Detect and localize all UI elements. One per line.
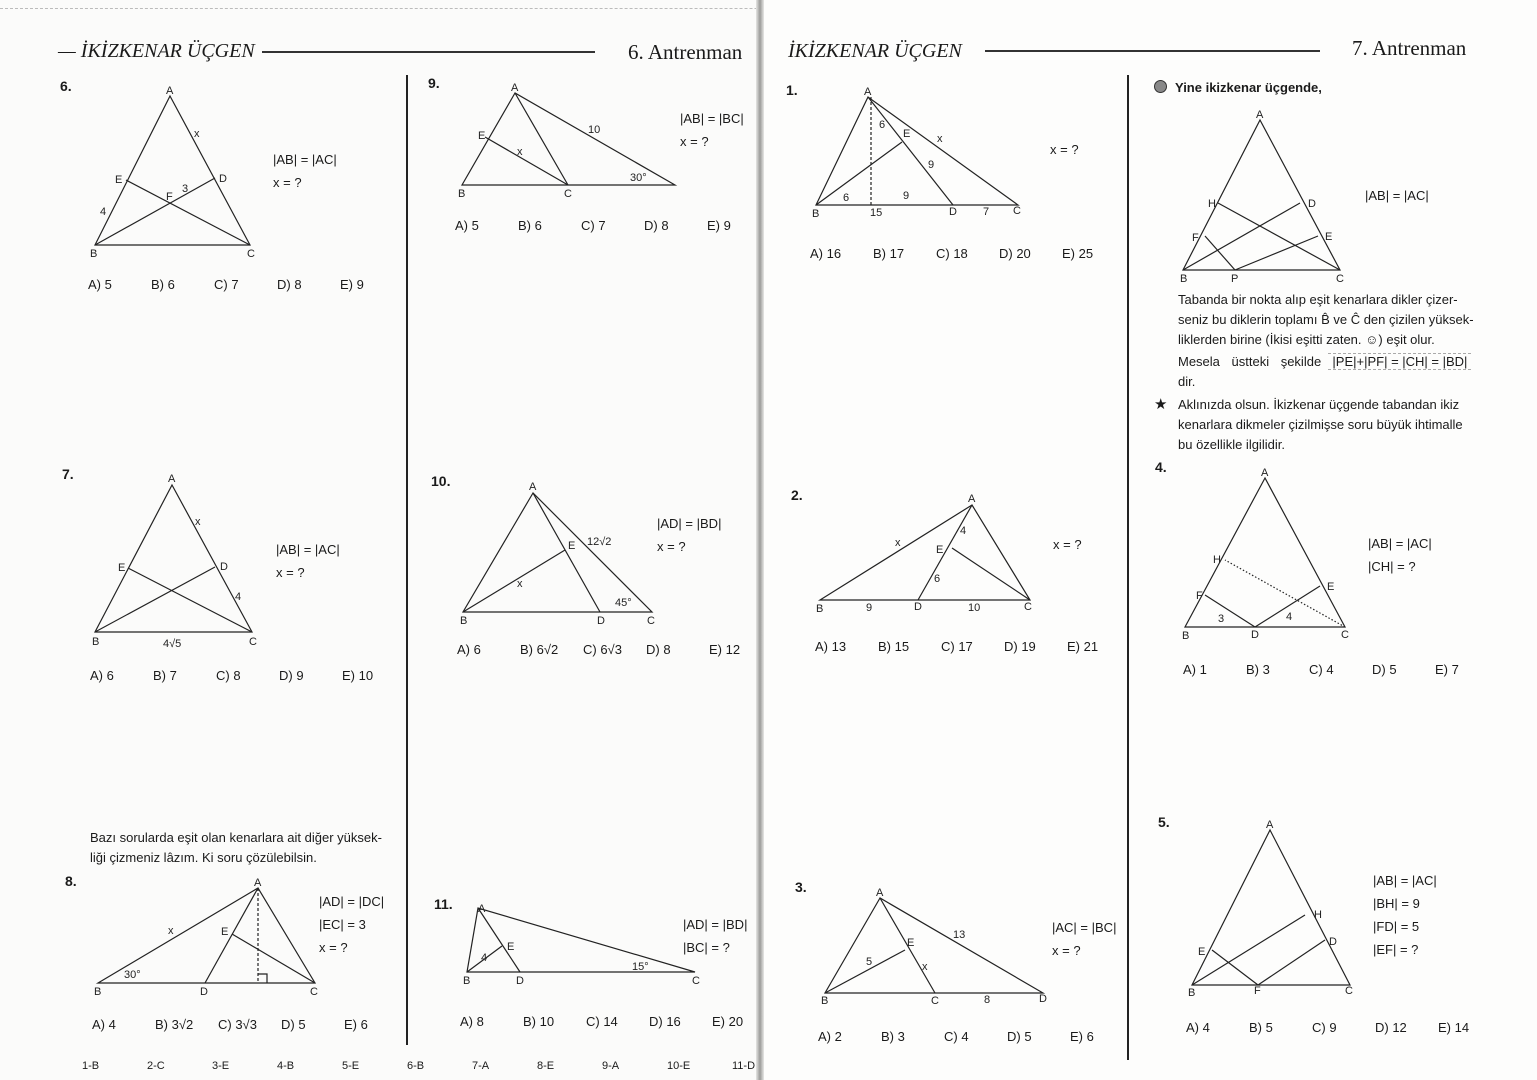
figure-label: B	[94, 986, 102, 998]
answer-choice: C) 8	[216, 668, 241, 683]
answer-choice: A) 6	[457, 642, 481, 657]
answer-choice: B) 17	[873, 246, 905, 261]
figure-label: 45°	[615, 597, 632, 609]
answer-choice: C) 3√3	[218, 1017, 257, 1032]
given-line: x = ?	[680, 134, 709, 149]
figure-label: 4	[481, 952, 488, 964]
figure-p9	[458, 82, 675, 200]
intro-given: |AB| = |AC|	[1365, 188, 1429, 203]
answer-key-item: 7-A	[472, 1060, 490, 1072]
answer-choice: E) 14	[1438, 1020, 1470, 1035]
answer-key-item: 1-B	[82, 1060, 100, 1072]
figure-label: B	[1180, 273, 1188, 285]
figure-label: 4	[235, 591, 242, 603]
figure-label: H	[1208, 198, 1216, 210]
answer-choice: D) 8	[644, 218, 669, 233]
answer-choice: C) 18	[936, 246, 968, 261]
answer-key-item: 8-E	[537, 1060, 555, 1072]
example-formula: |PE|+|PF| = |CH| = |BD|	[1328, 353, 1471, 370]
figure-label: 30°	[630, 172, 647, 184]
answer-choice: E) 6	[1070, 1029, 1094, 1044]
answer-choice: A) 16	[810, 246, 842, 261]
figure-label: E	[1325, 231, 1333, 243]
figure-label: B	[90, 248, 98, 260]
figure-label: E	[478, 130, 486, 142]
answer-choice: B) 10	[523, 1014, 555, 1029]
answer-choice: C) 17	[941, 639, 973, 654]
figure-label: D	[597, 615, 605, 627]
figure-label: A	[1266, 819, 1274, 831]
answer-choice: B) 6	[518, 218, 542, 233]
figure-label: C	[1341, 629, 1349, 641]
answer-key-item: 10-E	[667, 1060, 691, 1072]
figure-label: D	[200, 986, 208, 998]
figure-label: 3	[182, 183, 189, 195]
figure-label: 9	[866, 602, 873, 614]
figure-label: E	[936, 544, 944, 556]
left-header-title: — İKİZKENAR ÜÇGEN	[58, 40, 255, 62]
answer-choice: E) 10	[342, 668, 374, 683]
answer-choice: A) 5	[88, 277, 112, 292]
answer-choice: D) 19	[1004, 639, 1036, 654]
answer-choice: D) 20	[999, 246, 1031, 261]
figure-p8	[94, 877, 318, 998]
figure-label: 7	[983, 206, 990, 218]
para-line: seniz bu diklerin toplamı B̂ ve Ĉ den çizilen yüksek-	[1178, 312, 1474, 327]
figure-label: C	[931, 995, 939, 1007]
figure-label: 5	[866, 956, 873, 968]
right-header-title: İKİZKENAR ÜÇGEN	[788, 40, 962, 62]
problem-number: 2.	[791, 487, 803, 503]
figure-label: 9	[903, 190, 910, 202]
figure-label: E	[907, 937, 915, 949]
given-line: |AD| = |DC|	[319, 894, 385, 909]
given-line: |FD| = 5	[1373, 919, 1420, 934]
figure-label: A	[876, 887, 884, 899]
figure-label: x	[922, 961, 928, 973]
problem-number: 10.	[431, 473, 451, 489]
given-line: |EC| = 3	[319, 917, 366, 932]
answer-choice: D) 9	[279, 668, 304, 683]
problem-number: 4.	[1155, 459, 1167, 475]
figure-label: P	[1231, 273, 1239, 285]
answer-choice: B) 5	[1249, 1020, 1273, 1035]
figure-label: D	[949, 206, 957, 218]
answer-choice: D) 16	[649, 1014, 681, 1029]
given-line: |CH| = ?	[1368, 559, 1416, 574]
figure-label: D	[1308, 198, 1316, 210]
figure-label: E	[1198, 946, 1206, 958]
figure-label: C	[1024, 601, 1032, 613]
figure-p6	[90, 85, 255, 260]
figure-r5	[1188, 819, 1353, 999]
figure-label: D	[1039, 993, 1047, 1005]
figure-label: E	[118, 562, 126, 574]
answer-key-item: 11-D	[732, 1060, 756, 1072]
para-line: bu özellikle ilgilidir.	[1178, 437, 1285, 452]
figure-label: x	[937, 133, 943, 145]
answer-choice: C) 4	[944, 1029, 969, 1044]
figure-label: 15	[870, 207, 883, 219]
figure-label: 6	[879, 119, 886, 131]
figure-label: C	[564, 188, 572, 200]
answer-choice: E) 12	[709, 642, 741, 657]
figure-label: B	[458, 188, 466, 200]
given-line: x = ?	[1050, 142, 1079, 157]
answer-choice: E) 6	[344, 1017, 368, 1032]
figure-label: A	[1261, 467, 1269, 479]
figure-label: 4√5	[163, 638, 182, 650]
answer-choice: A) 13	[815, 639, 847, 654]
figure-label: C	[310, 986, 318, 998]
answer-choice: B) 6	[151, 277, 175, 292]
answer-choice: A) 1	[1183, 662, 1207, 677]
figure-label: D	[1329, 936, 1337, 948]
answer-choice: A) 4	[1186, 1020, 1210, 1035]
answer-choice: C) 9	[1312, 1020, 1337, 1035]
figure-label: E	[903, 128, 911, 140]
figure-r4	[1182, 467, 1349, 642]
answer-choice: D) 12	[1375, 1020, 1407, 1035]
figure-intro	[1180, 109, 1344, 285]
figure-label: C	[647, 615, 655, 627]
figure-label: 4	[1286, 611, 1293, 623]
figure-label: C	[249, 636, 257, 648]
figure-label: B	[1188, 987, 1196, 999]
figure-label: x	[168, 925, 174, 937]
answer-choice: E) 21	[1067, 639, 1099, 654]
figure-label: 4	[960, 525, 967, 537]
answer-choice: D) 5	[281, 1017, 306, 1032]
problem-number: 1.	[786, 82, 798, 98]
figure-label: B	[463, 975, 471, 987]
figure-label: B	[92, 636, 100, 648]
answer-choice: B) 3	[881, 1029, 905, 1044]
figure-label: H	[1213, 554, 1221, 566]
figure-label: A	[864, 86, 872, 98]
figure-label: 15°	[632, 961, 649, 973]
figure-label: F	[1196, 590, 1203, 602]
figure-label: 8	[984, 994, 991, 1006]
problem-number: 7.	[62, 466, 74, 482]
answer-choice: C) 14	[586, 1014, 618, 1029]
para-line: Tabanda bir nokta alıp eşit kenarlara dikler çizer-	[1178, 292, 1458, 307]
problem-number: 8.	[65, 873, 77, 889]
given-line: x = ?	[657, 539, 686, 554]
figure-label: D	[1251, 629, 1259, 641]
figure-label: A	[166, 85, 174, 97]
intro-text: Yine ikizkenar üçgende,	[1175, 80, 1322, 95]
figure-label: C	[1013, 205, 1021, 217]
answer-choice: B) 7	[153, 668, 177, 683]
figure-label: H	[1314, 909, 1322, 921]
figure-label: F	[166, 191, 173, 203]
problem-number: 3.	[795, 879, 807, 895]
figure-label: 13	[953, 929, 966, 941]
answer-choice: E) 20	[712, 1014, 744, 1029]
given-line: |AB| = |BC|	[680, 111, 744, 126]
answer-choice: A) 5	[455, 218, 479, 233]
note-line: liği çizmeniz lâzım. Ki soru çözülebilsin.	[90, 850, 317, 865]
figure-label: F	[1192, 232, 1199, 244]
answer-key-item: 3-E	[212, 1060, 230, 1072]
answer-key-item: 4-B	[277, 1060, 295, 1072]
answer-choice: A) 8	[460, 1014, 484, 1029]
para-line: Aklınızda olsun. İkizkenar üçgende tabandan ikiz	[1178, 397, 1460, 412]
figure-r3	[821, 887, 1047, 1007]
figure-label: C	[692, 975, 700, 987]
figure-label: 10	[968, 602, 981, 614]
figure-label: x	[195, 516, 201, 528]
figure-label: 30°	[124, 969, 141, 981]
answer-choice: B) 15	[878, 639, 910, 654]
figure-label: B	[816, 603, 824, 615]
answer-choice: A) 2	[818, 1029, 842, 1044]
note-line: Bazı sorularda eşit olan kenarlara ait diğer yüksek-	[90, 830, 382, 845]
para-line: dir.	[1178, 374, 1196, 389]
figure-label: A	[254, 877, 262, 889]
answer-choice: D) 5	[1372, 662, 1397, 677]
problem-number: 11.	[434, 896, 453, 912]
given-line: x = ?	[319, 940, 348, 955]
given-line: |AB| = |AC|	[1368, 536, 1432, 551]
para-line: kenarlara dikmeler çizilmişse soru büyük ihtimalle	[1178, 417, 1463, 432]
figure-label: C	[1345, 985, 1353, 997]
figure-label: 3	[1218, 613, 1225, 625]
figure-label: A	[968, 493, 976, 505]
figure-label: B	[460, 615, 468, 627]
figure-p7	[92, 473, 257, 650]
answer-choice: E) 9	[707, 218, 731, 233]
figure-r2	[816, 493, 1032, 615]
answer-choice: C) 6√3	[583, 642, 622, 657]
para-line: liklerden birine (İkisi eşitti zaten. ☺) eşit olur.	[1178, 332, 1435, 347]
answer-choice: A) 4	[92, 1017, 116, 1032]
figure-label: x	[517, 578, 523, 590]
figure-label: B	[1182, 630, 1190, 642]
figure-label: x	[517, 146, 523, 158]
given-line: x = ?	[1052, 943, 1081, 958]
figure-p11	[463, 903, 700, 987]
given-line: x = ?	[273, 175, 302, 190]
answer-choice: E) 9	[340, 277, 364, 292]
figure-label: D	[220, 561, 228, 573]
figure-label: 4	[100, 206, 107, 218]
given-line: |BC| = ?	[683, 940, 730, 955]
given-line: |AB| = |AC|	[276, 542, 340, 557]
figure-label: D	[516, 975, 524, 987]
given-line: |AB| = |AC|	[1373, 873, 1437, 888]
answer-key-item: 5-E	[342, 1060, 360, 1072]
figure-label: E	[568, 540, 576, 552]
answer-choice: B) 3√2	[155, 1017, 194, 1032]
figure-r1	[812, 86, 1021, 220]
figure-label: D	[914, 601, 922, 613]
figure-label: A	[511, 82, 519, 94]
figure-label: x	[194, 128, 200, 140]
figure-label: C	[247, 248, 255, 260]
figure-label: 6	[934, 573, 941, 585]
figure-label: A	[478, 903, 486, 915]
answer-choice: E) 7	[1435, 662, 1459, 677]
example-prefix: Mesela üstteki şekilde	[1178, 354, 1322, 369]
figure-label: A	[168, 473, 176, 485]
given-line: x = ?	[276, 565, 305, 580]
answer-key-item: 6-B	[407, 1060, 425, 1072]
answer-choice: A) 6	[90, 668, 114, 683]
figure-label: E	[507, 941, 515, 953]
figure-label: A	[1256, 109, 1264, 121]
given-line: x = ?	[1053, 537, 1082, 552]
given-line: |AC| = |BC|	[1052, 920, 1117, 935]
figure-label: 6	[843, 192, 850, 204]
figure-label: D	[219, 173, 227, 185]
left-antrenman-title: 6. Antrenman	[628, 40, 743, 64]
answer-key-item: 2-C	[147, 1060, 165, 1072]
answer-choice: B) 6√2	[520, 642, 559, 657]
given-line: |AD| = |BD|	[683, 917, 748, 932]
given-line: |AB| = |AC|	[273, 152, 337, 167]
figure-label: 12√2	[587, 536, 612, 548]
answer-choice: D) 8	[646, 642, 671, 657]
answer-choice: C) 7	[214, 277, 239, 292]
figure-label: 9	[928, 159, 935, 171]
answer-key-item: 9-A	[602, 1060, 620, 1072]
figure-label: F	[1254, 985, 1261, 997]
figure-label: B	[821, 995, 829, 1007]
given-line: |AD| = |BD|	[657, 516, 722, 531]
answer-choice: D) 8	[277, 277, 302, 292]
problem-number: 6.	[60, 78, 72, 94]
figure-label: C	[1336, 273, 1344, 285]
figure-label: 10	[588, 124, 601, 136]
answer-choice: B) 3	[1246, 662, 1270, 677]
answer-choice: C) 7	[581, 218, 606, 233]
answer-choice: E) 25	[1062, 246, 1094, 261]
figure-label: A	[529, 481, 537, 493]
star-icon: ★	[1154, 396, 1168, 413]
given-line: |BH| = 9	[1373, 896, 1420, 911]
given-line: |EF| = ?	[1373, 942, 1419, 957]
problem-number: 9.	[428, 75, 440, 91]
figure-p10	[460, 481, 655, 627]
figure-label: B	[812, 208, 820, 220]
right-antrenman-title: 7. Antrenman	[1352, 36, 1467, 60]
answer-choice: D) 5	[1007, 1029, 1032, 1044]
figure-label: E	[1327, 581, 1335, 593]
figure-label: x	[895, 537, 901, 549]
figure-label: E	[115, 174, 123, 186]
answer-choice: C) 4	[1309, 662, 1334, 677]
problem-number: 5.	[1158, 814, 1170, 830]
figure-label: E	[221, 926, 229, 938]
